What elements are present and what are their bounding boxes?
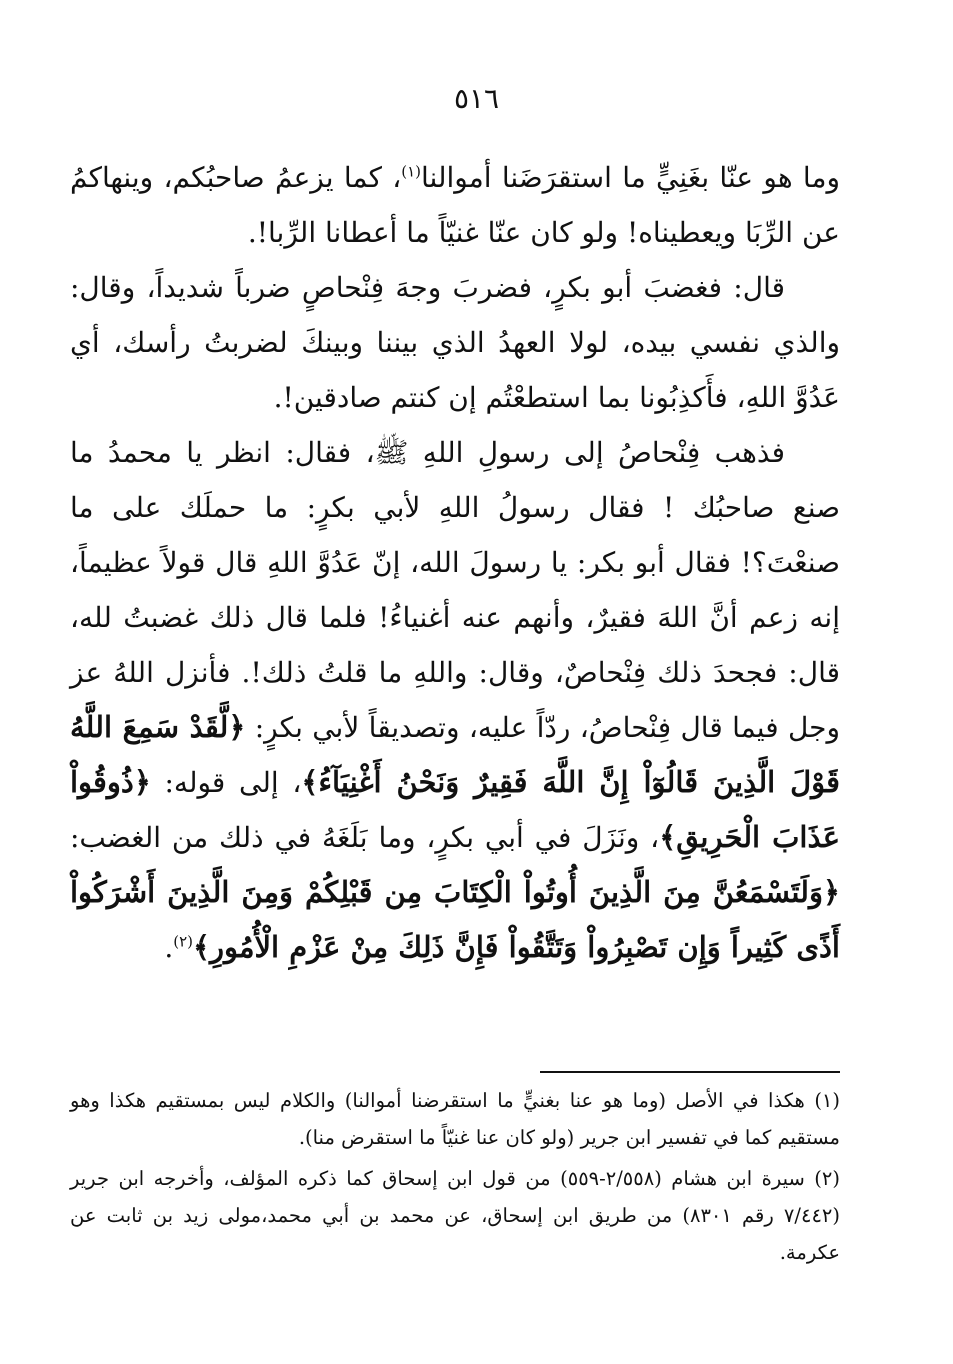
paragraph-3-text-a: فذهب فِنْحاصُ إلى رسولِ اللهِ ﷺ، فقال: انظر يا محمدُ ما صنع صاحبُك ! فقال رسولُ اللهِ لأبي بكرٍ: ما حملَك على ما صنعْتَ؟! فقال أبو بكر: يا رسولَ الله، إنّ عَدُوَّ اللهِ قال قولاً عظيماً، إنه زعم أنَّ اللهَ فقيرٌ، وأنهم عنه أغنياءُ! فلما قال ذلك غضبتُ لله، قال: فجحدَ ذلك فِنْحاصٌ، وقال: واللهِ ما قلتُ ذلك!. فأنزل اللهُ عز وجل فيما قال فِنْحاصُ، ردّاً عليه، وتصديقاً لأبي بكرٍ: [70, 436, 841, 744]
page-number: ٥١٦ [453, 82, 500, 115]
footnote-1-text: هكذا في الأصل (وما هو عنا بغنيٍّ ما استقرضنا أموالنا) والكلام ليس بمستقيم هكذا وهو مستقيم كما في تفسير ابن جرير (ولو كان عنا غنيّاً ما استقرض منا). [70, 1089, 840, 1149]
paragraph-1-text-b: ، كما يزعمُ صاحبُكم، وينهاكمُ عن الرِّبَا ويعطيناه! ولو كان عنّا غنيّاً ما أعطانا الرِّبا!. [70, 161, 840, 249]
paragraph-3-text-d: . [164, 931, 174, 964]
footnote-separator [540, 1071, 840, 1073]
quran-verse-3: ﴿وَلَتَسْمَعُنَّ مِنَ الَّذِينَ أُوتُواْ الْكِتَابَ مِن قَبْلِكُمْ وَمِنَ الَّذِينَ أَشْرَكُواْ أَذًى كَثِيراً وَإِن تَصْبِرُواْ وَتَتَّقُواْ فَإِنَّ ذَلِكَ مِنْ عَزْمِ الْأُمُورِ﴾ [70, 875, 840, 964]
main-text [70, 150, 840, 975]
paragraph-1 [70, 150, 840, 260]
footnote-2 [70, 1160, 840, 1271]
paragraph-1-text-a: وما هو عنّا بغَنِيٍّ ما استقرَضَنا أموالنا [421, 161, 840, 194]
quran-verse-2: ﴿ذُوقُواْ عَذَابَ الْحَرِيقِ﴾ [70, 765, 841, 854]
paragraph-3-text-c: ، ونَزَلَ في أبي بكرٍ، وما بَلَغَهُ في ذلك من الغضب: [70, 821, 660, 854]
footnote-ref-1[interactable]: (١) [401, 162, 422, 181]
footnote-2-text: سيرة ابن هشام (٢/٥٥٨-٥٥٩) من قول ابن إسحاق كما ذكره المؤلف، وأخرجه ابن جرير (٧/٤٤٢ رقم ٨٣٠١) من طريق ابن إسحاق، عن محمد بن أبي محمد،مولى زيد بن ثابت عن عكرمة. [70, 1167, 840, 1264]
footnote-ref-2[interactable]: (٢) [173, 932, 193, 951]
footnote-1 [70, 1082, 840, 1156]
paragraph-3 [70, 425, 840, 975]
quran-verse-1: ﴿لَّقَدْ سَمِعَ اللَّهُ قَوْلَ الَّذِينَ قَالُوٓاْ إِنَّ اللَّهَ فَقِيرٌ وَنَحْنُ أَغْنِيَآءُ﴾ [70, 710, 840, 799]
footnotes [70, 1082, 840, 1275]
footnote-1-number: (١) [814, 1089, 841, 1112]
footnote-2-number: (٢) [814, 1167, 840, 1190]
paragraph-2: قال: فغضبَ أبو بكرٍ، فضربَ وجهَ فِنْحاصٍ ضرباً شديداً، وقال: والذي نفسي بيده، لولا العهدُ الذي بيننا وبينكَ لضربتُ رأسك، أي عَدُوَّ اللهِ، فأَكذِبُونا بما استطعْتُم إن كنتم صادقين!. [70, 271, 840, 414]
paragraph-3-text-b: ، إلى قوله: [150, 766, 302, 799]
